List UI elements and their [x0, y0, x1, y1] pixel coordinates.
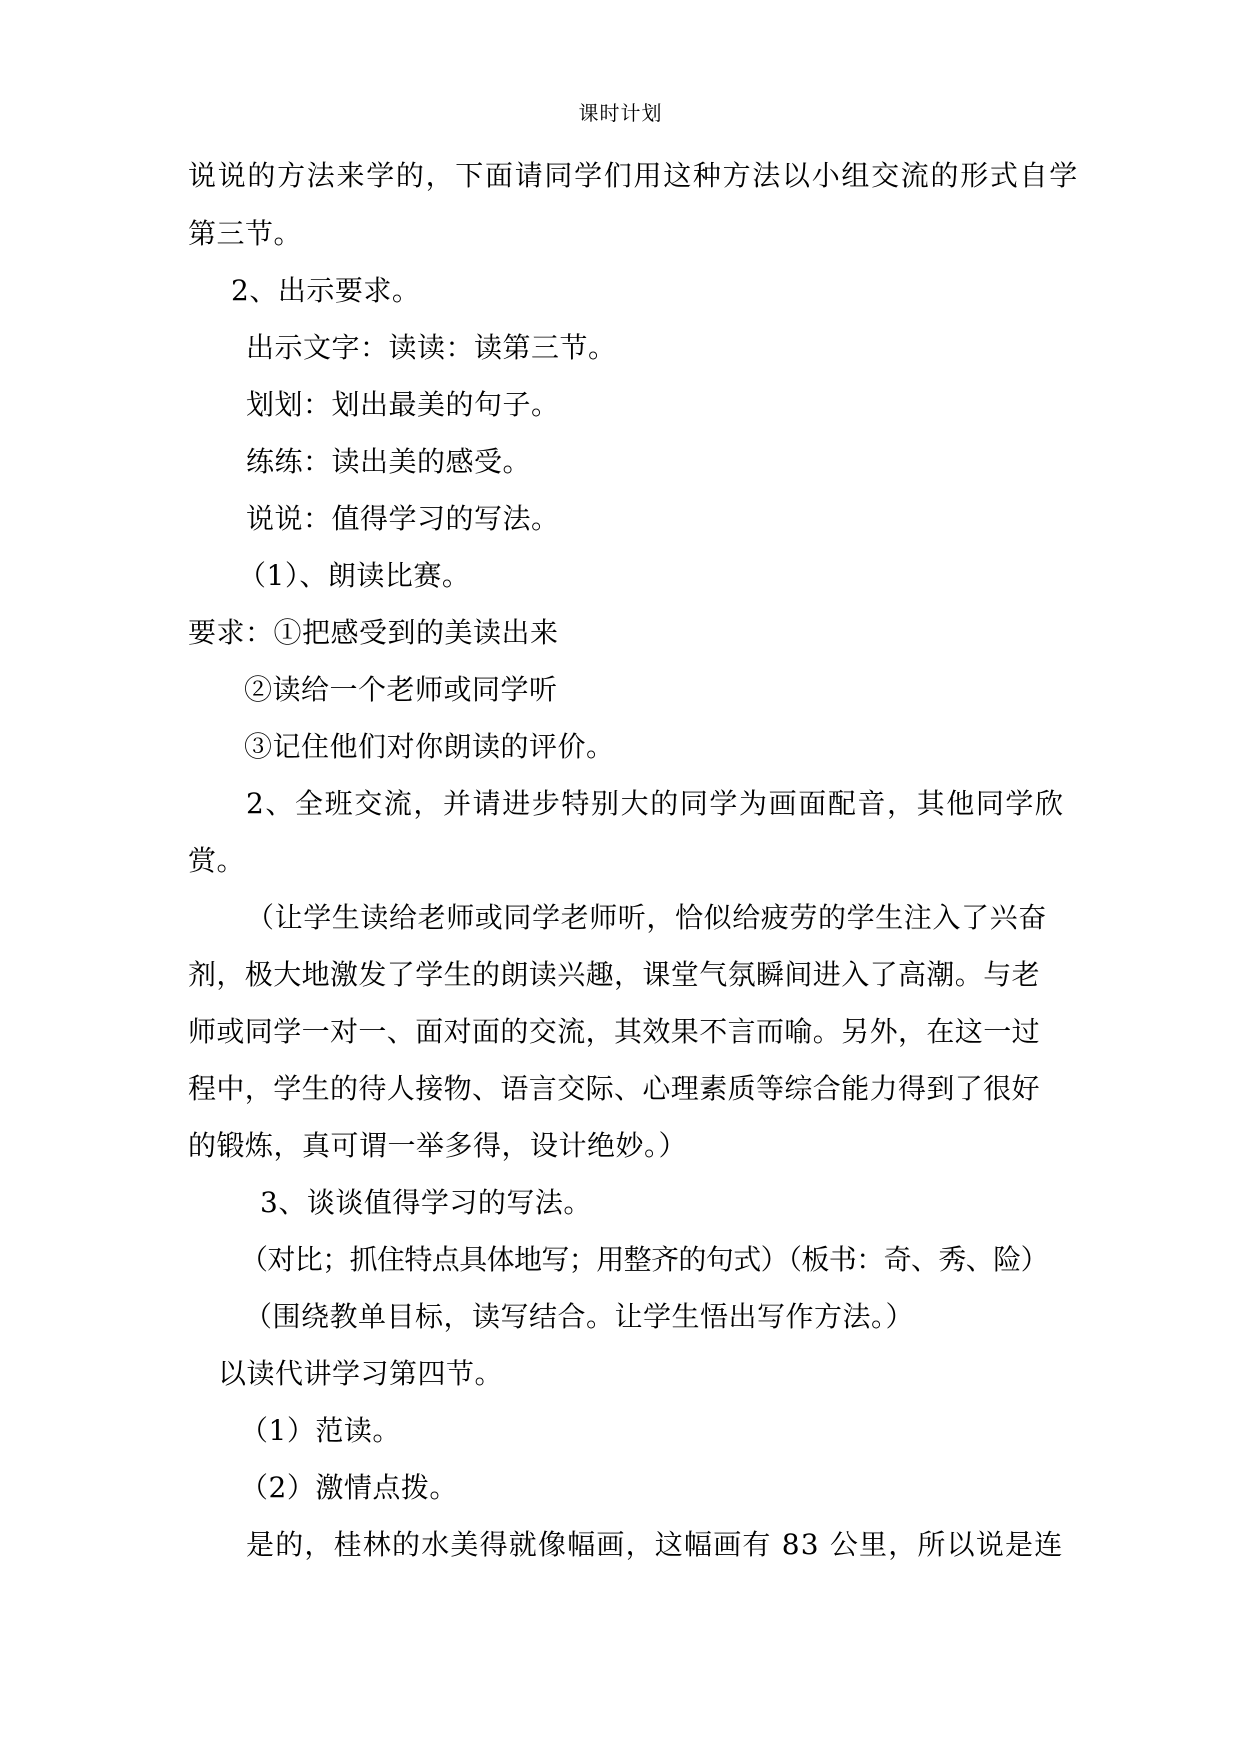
paragraph-line: （让学生读给老师或同学老师听，恰似给疲劳的学生注入了兴奋	[246, 901, 1047, 934]
paragraph-line: ②读给一个老师或同学听	[244, 673, 558, 706]
paragraph-line: 是的，桂林的水美得就像幅画，这幅画有 83 公里，所以说是连	[246, 1528, 1064, 1561]
paragraph-line: （1）、朗读比赛。	[238, 559, 471, 592]
paragraph-line: 说说：值得学习的写法。	[246, 502, 560, 535]
page-header-title: 课时计划	[578, 101, 663, 125]
paragraph-line: 赏。	[188, 844, 246, 877]
paragraph-line: 第三节。	[188, 217, 303, 250]
paragraph-line: 说说的方法来学的，下面请同学们用这种方法以小组交流的形式自学	[188, 159, 1080, 192]
paragraph-line: 出示文字：读读：读第三节。	[246, 331, 617, 364]
paragraph-line: 程中，学生的待人接物、语言交际、心理素质等综合能力得到了很好	[188, 1072, 1041, 1105]
paragraph-line: （2）激情点拨。	[240, 1471, 458, 1504]
paragraph-line: 2、全班交流，并请进步特别大的同学为画面配音，其他同学欣	[246, 787, 1065, 820]
paragraph-line: 的锻炼，真可谓一举多得，设计绝妙。）	[188, 1129, 688, 1162]
paragraph-line: 以读代讲学习第四节。	[218, 1357, 504, 1390]
paragraph-line: （对比；抓住特点具体地写；用整齐的句式）（板书：奇、秀、险）	[240, 1243, 1049, 1276]
paragraph-line: 2、出示要求。	[231, 274, 421, 307]
paragraph-line: 剂，极大地激发了学生的朗读兴趣，课堂气氛瞬间进入了高潮。与老	[188, 958, 1041, 991]
paragraph-line: 要求：①把感受到的美读出来	[188, 616, 559, 649]
paragraph-line: （围绕教单目标，读写结合。让学生悟出写作方法。）	[244, 1300, 915, 1333]
paragraph-line: 3、谈谈值得学习的写法。	[260, 1186, 592, 1219]
paragraph-line: 划划：划出最美的句子。	[246, 388, 560, 421]
paragraph-line: （1）范读。	[240, 1414, 401, 1447]
paragraph-line: 练练：读出美的感受。	[246, 445, 532, 478]
paragraph-line: 师或同学一对一、面对面的交流，其效果不言而喻。另外，在这一过	[188, 1015, 1041, 1048]
paragraph-line: ③记住他们对你朗读的评价。	[244, 730, 615, 763]
